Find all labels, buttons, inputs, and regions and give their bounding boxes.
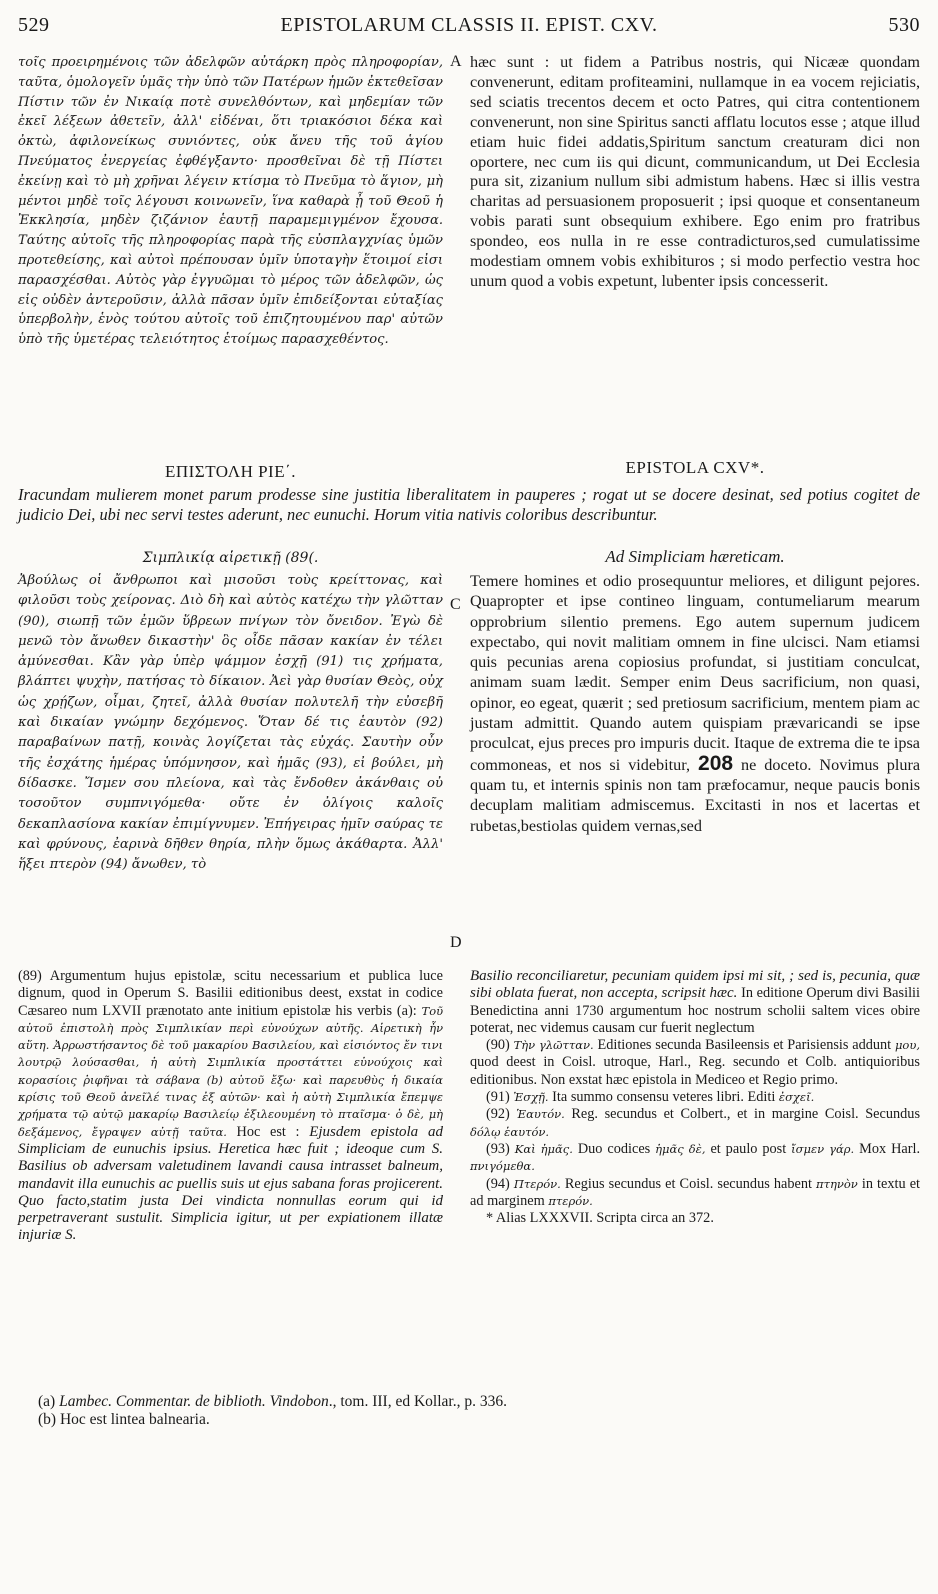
- note-text: Reg. secundus et Colbert., et in margine Coisl. Secundus: [571, 1106, 921, 1123]
- note-94: [470, 1176, 920, 1211]
- main-greek-column: [18, 571, 443, 875]
- note-greek: ἴσμεν γάρ.: [791, 1141, 855, 1156]
- running-title: EPISTOLARUM CLASSIS II. EPIST. CXV.: [280, 14, 658, 36]
- note-label: (94): [486, 1175, 510, 1192]
- note-greek: μου,: [894, 1038, 920, 1053]
- notes-left-column: [18, 968, 443, 1245]
- note-92: [470, 1106, 920, 1141]
- note-text: Hoc est :: [236, 1123, 300, 1140]
- page-number-left: 529: [18, 14, 50, 36]
- note-greek: δόλῳ ἑαυτόν.: [470, 1124, 550, 1139]
- note-text: Editiones secunda Basileensis et Parisiensis addunt: [597, 1037, 892, 1054]
- note-greek: πνιγόμεθα.: [470, 1159, 535, 1174]
- note-text: quod deest in Coisl. utroque, Harl., Reg. secundo et Colb. antiquioribus editionibus. Non exstat hæc epistola in Mediceo et Regio primo.: [470, 1054, 920, 1088]
- note-text: Regius secundus et Coisl. secundus habent: [564, 1175, 812, 1192]
- note-italic: Ejusdem epistola ad Simpliciam de eunuchis ipsius. Heretica hæc fuit ; ideoque cum S. Basilius ob adversam valetudinem lavandi causa intrasset balneum, mandavit illa eunuchis ac puellis suis ut ejus sabana foras projicerent. Quo facto,statim justa Dei vindicta nonnullas eorum qui id perpetraverant sustulit. Simplicia igitur, ut per expiationem illatæ injuriæ S.: [18, 1123, 443, 1244]
- note-text: in textu et ad marginem: [470, 1175, 921, 1209]
- note-label: (91): [486, 1089, 510, 1106]
- note-text: Argumentum hujus epistolæ, scitu necessarium et publica luce dignum, quod in Operum S. Basilii editionibus deest, exstat in codice Cæsareo num LXVII prænotato ante initium epistolæ his verbis (a):: [18, 968, 443, 1019]
- epistle-summary: Iracundam mulierem monet parum prodesse sine justitia liberalitatem in pauperes ; rogat ut se docere desinat, sed potius cogitet de judicio Dei, ubi nec servi testes aderunt, nec eunuchi. Horum vitia nativis coloribus describuntur.: [18, 485, 920, 524]
- note-greek: Τοῦ αὐτοῦ ἐπιστολὴ πρὸς Σιμπλικίαν περὶ εὐνούχων αὐτῆς. Αἱρετικὴ ἦν αὕτη. Ἀρρωστήσαντος δὲ τοῦ μακαρίου Βασιλείου, καὶ εἰσιόντος ἔν τινι λουτρῷ λούσασθαι, ἡ αὐτὴ Σιμπλικία προστάττει εὐνούχοις καὶ κορασίοις ῥιφῆναι τὰ σάβανα (b) αὐτοῦ ἔξω· καὶ παρευθὺς ἡ δικαία κρίσις τοῦ Θεοῦ ἀνεῖλέ τινας ἐξ αὐτῶν· καὶ ἡ αὐτὴ Σιμπλικία ἔπεμψε χρήματα τῷ αὐτῷ μακαρίῳ Βασιλείῳ ἐξιλεουμένη τὸ πταῖσμα· ὁ δὲ, μὴ δεξάμενος, ἔγραψεν αὐτῇ ταῦτα.: [18, 1003, 443, 1139]
- note-91: [470, 1089, 920, 1106]
- footnote-a: [38, 1393, 918, 1411]
- notes-right-column: [470, 968, 920, 1227]
- note-italic: Basilio reconciliaretur, pecuniam quidem ipsi mi sit, ; sed is, pecunia, quæ sibi oblata fuerat, non accepta, scripsit hæc.: [470, 968, 920, 1002]
- note-greek: πτηνὸν: [816, 1176, 858, 1191]
- note-text: In editione Operum divi Basilii Benedictina anni 1730 argumentum hoc nostrum scholii saltem vices obire poterat, nec videmus causam cur fuerit neglectum: [470, 985, 920, 1036]
- alias-note: * Alias LXXXVII. Scripta circa an 372.: [486, 1210, 714, 1227]
- note-greek: Πτερόν.: [513, 1176, 561, 1191]
- footnote-b: [38, 1411, 918, 1429]
- note-label: (93): [486, 1140, 510, 1157]
- top-latin-text: hæc sunt : ut fidem a Patribus nostris, qui Nicææ quondam convenerunt, editam profiteamini, nullamque in ea vocem rejiciatis, sed sciatis trecentos decem et octo Patres, qui citra contentionem convenerunt, non sine Spiritus sancti afflatu locutos esse ; atque illud etiam huic fidei addatis,Spiritum sanctum creaturam dici non oportere, nec cum iis qui dicunt, communicandum, ut Dei Ecclesia pura sit, zizanium nullum sibi admistum habens. Hæc si illis vestra charitas ad persuasionem proposuerit ; ipsi quoque et consentaneum vobis parati sunt obsequium exhibere. Ego enim pro fratribus spondeo, eos nulla in re esse contradicturos,sed cumulatissime modestiam omnem vobis exhibituros ; si modo perfectio vestra hoc unum quod a vobis expetunt, lubenter ipsis concesserit.: [470, 53, 920, 290]
- top-latin-column: [470, 53, 920, 292]
- note-greek: πτερόν.: [548, 1193, 593, 1208]
- note-text: Mox Harl.: [859, 1140, 921, 1157]
- note-text: Duo codices: [577, 1140, 651, 1157]
- note-greek: Τὴν γλῶτταν.: [513, 1038, 594, 1053]
- note-89: [18, 968, 443, 1245]
- footnote-label: (a): [38, 1393, 56, 1410]
- main-latin-column: [470, 571, 920, 836]
- footnote-italic: Lambec. Commentar. de biblioth. Vindobon: [59, 1393, 329, 1410]
- note-label: (92): [486, 1106, 510, 1123]
- note-89-continued: [470, 968, 920, 1037]
- main-latin-text-1: Temere homines et odio prosequuntur meliores, et diligunt pejores. Quapropter et ipse contineo linguam, contumeliarum mearum opprobrium silentio premens. Ego autem supernum judicem expectabo, qui novit malitiam omnem in fine ulcisci. Nam etiamsi quis pecunias arena copiosius profundat, si justitiam conculcat, animam suam lædit. Semper enim Deus sacrificium, non quasi, opinor, eo egeat, quærit ; sed pretiosum sacrificium, mentem piam ac justam admittit. Quando autem quispiam prævaricandi se ipse proculcat, ejus preces pro impuris ducit. Itaque de extrema die te ipsa commoneas, et nos si videbitur,: [470, 572, 920, 774]
- note-text: et paulo post: [710, 1140, 787, 1157]
- running-header: [18, 14, 920, 42]
- note-label: (90): [486, 1037, 510, 1054]
- top-greek-column: [18, 53, 443, 350]
- note-greek: Ἑαυτόν.: [516, 1107, 565, 1122]
- note-greek: ἐσχεῖ.: [778, 1090, 815, 1105]
- margin-letter-d: D: [450, 934, 462, 951]
- greek-epistle-title: ΕΠΙΣΤΟΛΗ ΡΙΕ΄.: [164, 462, 297, 481]
- note-greek: ἡμᾶς δὲ,: [655, 1141, 706, 1156]
- note-label: (89): [18, 968, 42, 984]
- top-greek-text: τοῖς προειρημένοις τῶν ἀδελφῶν αὐτάρκη πρὸς πληροφορίαν, ταῦτα, ὁμολογεῖν ὑμᾶς τὴν ὑπὸ τῶν Πατέρων ἡμῶν ἐκτεθεῖσαν Πίστιν τῶν ἐν Νικαίᾳ ποτὲ συνελθόντων, καὶ μηδεμίαν τῶν ἐκεῖ λέξεων ἀθετεῖν, ἀλλ' εἰδέναι, ὅτι τριακόσιοι δέκα καὶ ὀκτὼ, ἀφιλονείκως συνιόντες, οὐκ ἄνευ τῆς τοῦ ἁγίου Πνεύματος ἐνεργείας ἐφθέγξαντο· προσθεῖναι δὲ τῇ Πίστει ἐκείνῃ καὶ τὸ μὴ χρῆναι λέγειν κτίσμα τὸ Πνεῦμα τὸ ἅγιον, μὴ μέντοι μηδὲ τοῖς λέγουσι κοινωνεῖν, ἵνα καθαρὰ ᾖ τοῦ Θεοῦ ἡ Ἐκκλησία, μηδὲν ζιζάνιον ἑαυτῇ παραμεμιγμένον ἔχουσα. Ταύτης αὐτοῖς τῆς πληροφορίας παρὰ τῆς εὐσπλαγχνίας ὑμῶν προτεθείσης, καὶ αὐτοὶ πρέπουσαν ὑμῖν ὑποταγὴν ἕτοιμοί εἰσι παρασχέσθαι. Αὐτὸς γὰρ ἐγγυῶμαι τὸ μέρος τῶν ἀδελφῶν, ὡς εἰς οὐδὲν ἀντεροῦσιν, ἀλλὰ πᾶσαν ὑμῖν ἐπιδείξονται εὐταξίας ὑπερβολὴν, ἑνὸς τούτου αὐτοῖς τοῦ ἐπιζητουμένου παρ' αὐτῶν ὑπὸ τῆς ὑμετέρας τελειότητος ἑτοίμως παρασχεθέντος.: [18, 55, 443, 348]
- latin-addressee: Ad Simpliciam hæreticam.: [605, 547, 785, 566]
- page-number-right: 530: [888, 14, 920, 36]
- greek-addressee: Σιμπλικίᾳ αἱρετικῇ (89(.: [142, 550, 319, 566]
- page-marker: 208: [698, 751, 734, 775]
- main-greek-text: Ἀβούλως οἱ ἄνθρωποι καὶ μισοῦσι τοὺς κρείττονας, καὶ φιλοῦσι τοὺς χείρονας. Διὸ δὴ καὶ αὐτὸς κατέχω τὴν γλῶτταν (90), σιωπῇ τῶν ἐμῶν ὕβρεων πνίγων τὸν ὄνειδον. Ἐγὼ δὲ μενῶ τὸν ἄνωθεν δικαστὴν' ὃς οἶδε πᾶσαν κακίαν ἐν τέλει ἀμύνεσθαι. Κἂν γὰρ ὑπὲρ ψάμμον ἐσχῇ (91) τις χρήματα, βλάπτει ψυχὴν, πατήσας τὸ δίκαιον. Ἀεὶ γὰρ θυσίαν Θεὸς, οὐχ ὡς χρῄζων, οἶμαι, ζητεῖ, ἀλλὰ θυσίαν πολυτελῆ τὴν εὐσεβῆ καὶ δικαίαν γνώμην δεχόμενος. Ὅταν δέ τις ἑαυτὸν (92) παραβαίνων πατῇ, κοινὰς λογίζεται τὰς εὐχάς. Σαυτὴν οὖν τῆς ἐσχάτης ἡμέρας ὑπόμνησον, καὶ ἡμᾶς (93), εἰ βούλει, μὴ δίδασκε. Ἴσμεν σου πλείονα, καὶ τὰς ἔνδοθεν ἀκάνθαις οὐ τοσοῦτον συμπνιγόμεθα· οὔτε ἐν ὀλίγοις καλοῖς δεκαπλασίονα κακίαν ἐπιμίγνυμεν. Ἐπήγειρας ἡμῖν σαύρας τε καὶ φρύνους, ἐαρινὰ δῆθεν θηρία, πλὴν ὅμως ἀκάθαρτα. Ἀλλ' ἥξει πτερὸν (94) ἄνωθεν, τὸ: [18, 573, 443, 873]
- margin-letter-c: C: [450, 596, 461, 613]
- note-greek: Καὶ ἡμᾶς.: [514, 1141, 573, 1156]
- footnote-text: Hoc est lintea balnearia.: [59, 1411, 210, 1428]
- footnote-label: (b): [38, 1411, 57, 1428]
- footnotes: [38, 1393, 918, 1429]
- note-90: [470, 1037, 920, 1089]
- note-text: Ita summo consensu veteres libri. Editi: [552, 1089, 776, 1106]
- note-93: [470, 1141, 920, 1176]
- latin-epistle-title: EPISTOLA CXV*.: [625, 458, 765, 477]
- main-latin-text-2: ne doceto. Novimus plura quam tu, et internis spinis non tam præfocamur, neque paucis bonis decuplam malitiam admiscemus. Excitasti in nos et lacertas et rubetas,bestiolas quidem vernas,sed: [470, 755, 921, 835]
- margin-letter-a: A: [450, 53, 462, 70]
- footnote-text: ., tom. III, ed Kollar., p. 336.: [328, 1393, 507, 1410]
- note-greek: Ἐσχῇ.: [513, 1090, 549, 1105]
